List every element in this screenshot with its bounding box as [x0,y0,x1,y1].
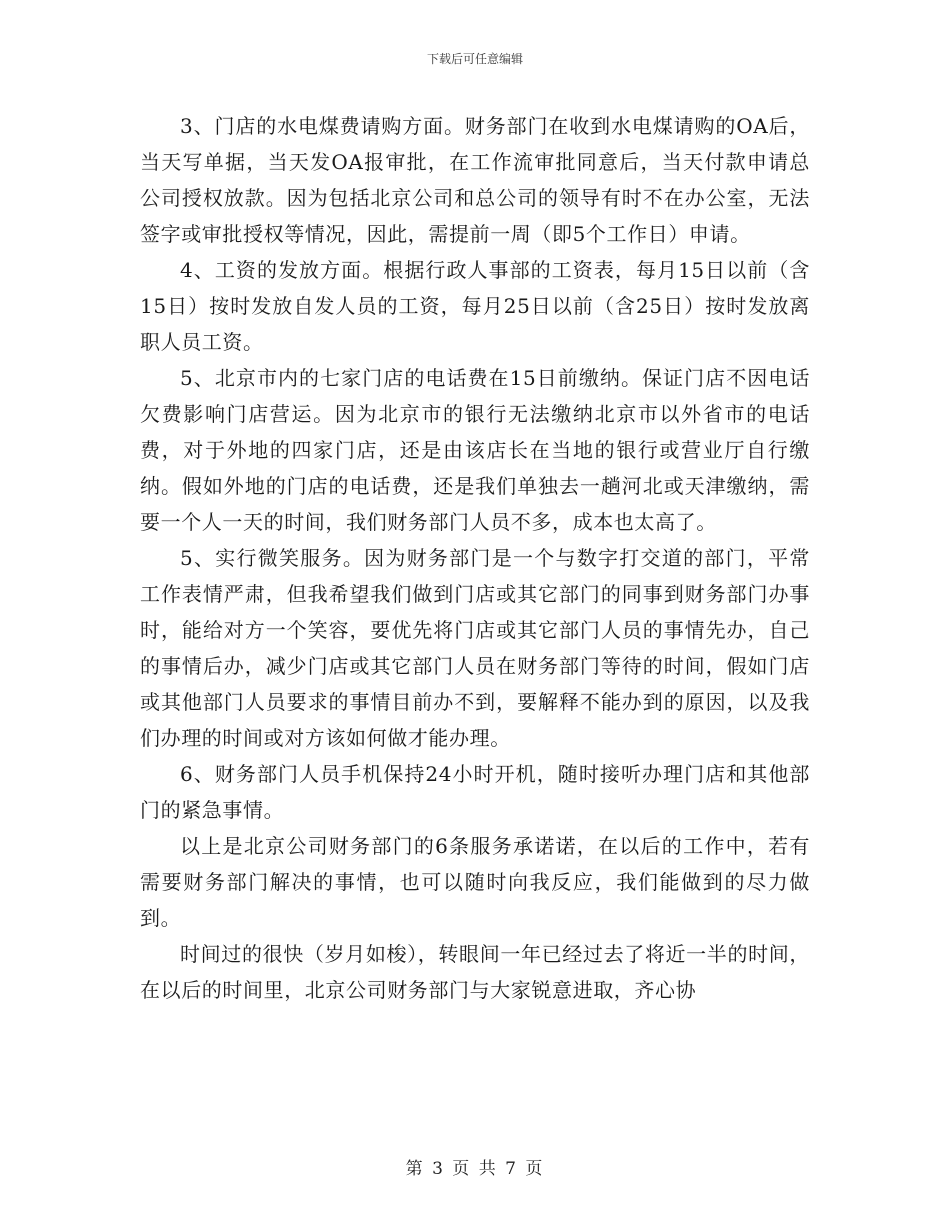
paragraph-mobile-24h: 6、财务部门人员手机保持24小时开机，随时接听办理门店和其他部门的紧急事情。 [140,762,810,822]
paragraph-summary: 以上是北京公司财务部门的6条服务承诺诺，在以后的工作中，若有需要财务部门解决的事情，也可以随时向我反应，我们能做到的尽力做到。 [140,834,810,930]
paragraph-closing: 时间过的很快（岁月如梭），转眼间一年已经过去了将近一半的时间，在以后的时间里，北京公司财务部门与大家锐意进取，齐心协 [140,942,810,1002]
paragraph-salary: 4、工资的发放方面。根据行政人事部的工资表，每月15日以前（含15日）按时发放自发人员的工资，每月25日以前（含25日）按时发放离职人员工资。 [140,258,810,354]
paragraph-smile-service: 5、实行微笑服务。因为财务部门是一个与数字打交道的部门，平常工作表情严肃，但我希望我们做到门店或其它部门的同事到财务部门办事时，能给对方一个笑容，要优先将门店或其它部门人员的事情先办，自己的事情后办，减少门店或其它部门人员在财务部门等待的时间，假如门店或其他部门人员要求的事情目前办不到，要解释不能办到的原因，以及我们办理的时间或对方该如何做才能办理。 [140,546,810,750]
page-number-footer: 第 3 页 共 7 页 [405,1159,545,1179]
paragraph-phone-bill: 5、北京市内的七家门店的电话费在15日前缴纳。保证门店不因电话欠费影响门店营运。因为北京市的银行无法缴纳北京市以外省市的电话费，对于外地的四家门店，还是由该店长在当地的银行或营业厅自行缴纳。假如外地的门店的电话费，还是我们单独去一趟河北或天津缴纳，需要一个人一天的时间，我们财务部门人员不多，成本也太高了。 [140,366,810,534]
page-header: 下载后可任意编辑 [426,52,523,66]
paragraph-utilities: 3、门店的水电煤费请购方面。财务部门在收到水电煤请购的OA后，当天写单据，当天发OA报审批，在工作流审批同意后，当天付款申请总公司授权放款。因为包括北京公司和总公司的领导有时不在办公室，无法签字或审批授权等情况，因此，需提前一周（即5个工作日）申请。 [140,114,810,246]
document-body [140,108,810,1008]
